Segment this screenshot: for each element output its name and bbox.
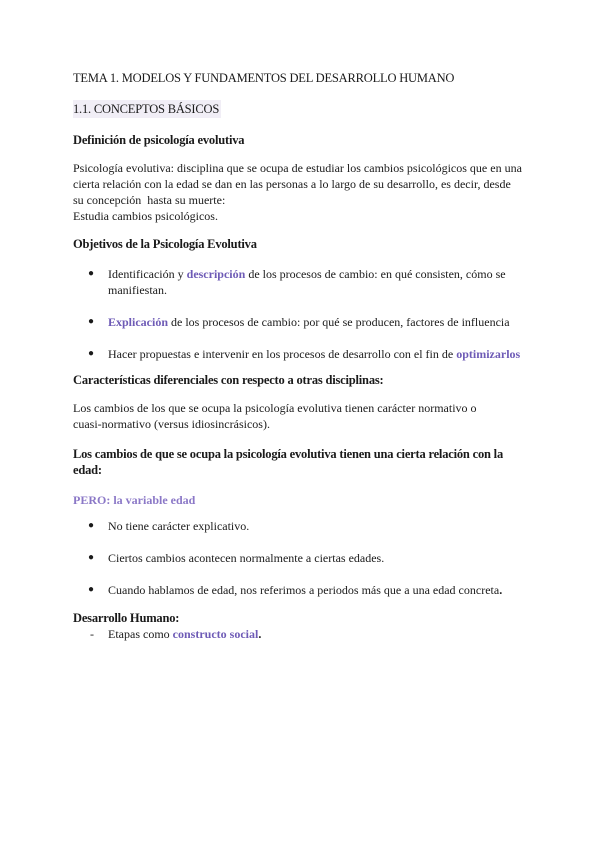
human-development-heading: Desarrollo Humano: [73, 611, 180, 625]
definition-line-3: su concepción hasta su muerte: [73, 193, 226, 207]
bullet-icon: ● [88, 584, 95, 595]
characteristics-line-1: Los cambios de los que se ocupa la psicología evolutiva tienen carácter normativo o [73, 401, 477, 415]
document-page [73, 70, 533, 642]
bullet-icon: ● [88, 268, 95, 279]
list-item [73, 346, 533, 362]
bullet-icon: ● [88, 348, 95, 359]
characteristics-heading: Características diferenciales con respecto a otras disciplinas: [73, 373, 384, 387]
stages-end: . [258, 627, 262, 641]
objective-1-text-cont: de los procesos de cambio: en qué consisten, cómo se [245, 267, 506, 281]
objectives-list [73, 266, 533, 362]
bullet-icon: ● [88, 316, 95, 327]
pero-label [73, 492, 533, 508]
objective-3-text: Hacer propuestas e intervenir en los procesos de desarrollo con el fin de [108, 347, 457, 361]
section-subtitle: 1.1. CONCEPTOS BÁSICOS [73, 102, 220, 116]
definition-line-1: Psicología evolutiva: disciplina que se ocupa de estudiar los cambios psicológicos que en una [73, 161, 522, 175]
objective-2-text: de los procesos de cambio: por qué se producen, factores de influencia [168, 315, 510, 329]
document-title: TEMA 1. MODELOS Y FUNDAMENTOS DEL DESARROLLO HUMANO [73, 71, 455, 85]
definition-line-2: cierta relación con la edad se dan en las personas a lo largo de su desarrollo, es decir, desde [73, 177, 511, 191]
stages-text: Etapas como [108, 627, 173, 641]
objective-1-text-end: manifiestan. [108, 283, 167, 297]
definition-line-4: Estudia cambios psicológicos. [73, 209, 218, 223]
age-relation-heading [73, 446, 533, 478]
objectives-heading: Objetivos de la Psicología Evolutiva [73, 237, 257, 251]
list-item [73, 550, 533, 566]
characteristics-line-2: cuasi-normativo (versus idiosincrásicos). [73, 417, 270, 431]
objective-1-keyword: descripción [186, 267, 246, 281]
list-item [73, 518, 533, 534]
human-development-list [73, 626, 533, 642]
objective-3-keyword: optimizarlos [456, 347, 521, 361]
dash-marker: - [90, 627, 94, 641]
characteristics-paragraph [73, 400, 533, 432]
definition-heading: Definición de psicología evolutiva [73, 133, 245, 147]
objective-1-text: Identificación y [108, 267, 187, 281]
bullet-icon: ● [88, 552, 95, 563]
age-item-3: Cuando hablamos de edad, nos referimos a periodos más que a una edad concreta [108, 583, 500, 597]
subtitle-wrap [73, 100, 533, 118]
age-item-2: Ciertos cambios acontecen normalmente a ciertas edades. [108, 551, 385, 565]
stages-keyword: constructo social [172, 627, 259, 641]
objective-2-keyword: Explicación [108, 315, 169, 329]
definition-paragraph [73, 160, 533, 224]
age-relation-heading-line-2: edad: [73, 463, 102, 477]
list-item [73, 582, 533, 598]
age-item-1: No tiene carácter explicativo. [108, 519, 250, 533]
list-item [73, 626, 533, 642]
bullet-icon: ● [88, 520, 95, 531]
age-relation-heading-line-1: Los cambios de que se ocupa la psicología evolutiva tienen una cierta relación con la [73, 447, 503, 461]
age-variable-list [73, 518, 533, 598]
pero-text: PERO: la variable edad [73, 493, 196, 507]
age-item-3-end: . [499, 583, 503, 597]
list-item [73, 266, 533, 298]
list-item [73, 314, 533, 330]
